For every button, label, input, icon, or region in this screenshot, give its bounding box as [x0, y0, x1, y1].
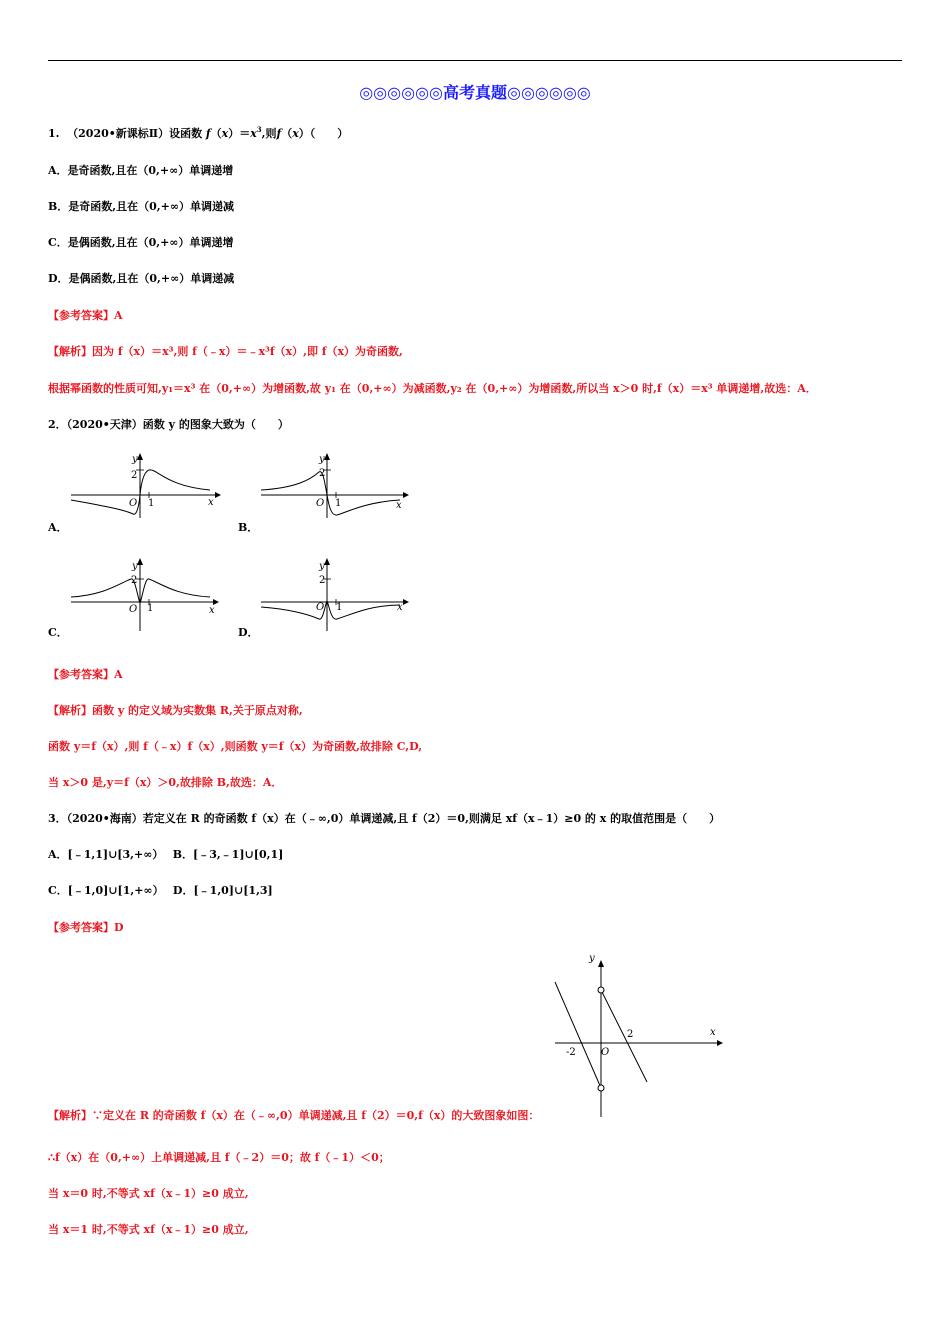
q2-graph-c [65, 555, 225, 635]
q3-graph-tick-neg2: -2 [566, 1047, 576, 1058]
q1-analysis-2: 根据幂函数的性质可知,y₁＝x³ 在（0,+∞）为增函数,故 y₁ 在（0,+∞）为减函数,y₂ 在（0,+∞）为增函数,所以当 x＞0 时,f（x）＝x³ 单调递增,故选：A． [48, 382, 817, 395]
graph-a-tick-1: 1 [148, 498, 155, 509]
q3-graph-y-label: y [589, 953, 595, 964]
graph-c-x-label: x [209, 605, 215, 616]
q1-then: ,则 [261, 127, 277, 140]
graph-d-x-label: x [397, 602, 403, 613]
graph-b-origin: O [316, 498, 325, 509]
q3-analysis-3: 当 x＝0 时,不等式 xf（x﹣1）≥0 成立, [48, 1187, 249, 1200]
q3-graph-tick-2: 2 [627, 1029, 634, 1040]
q2-graph-b [255, 450, 415, 520]
graph-a-x-label: x [208, 497, 214, 508]
graph-d-tick-1: 1 [336, 602, 343, 613]
q1-paren: （ [210, 127, 222, 140]
q1-option-c: C．是偶函数,且在（0,+∞）单调递增 [48, 236, 234, 249]
q3-analysis-1: 【解析】∵定义在 R 的奇函数 f（x）在（﹣∞,0）单调递减,且 f（2）＝0,f（x）的大致图象如图： [48, 1109, 540, 1122]
q3-graph-x-label: x [710, 1027, 716, 1038]
q3-analysis-4: 当 x＝1 时,不等式 xf（x﹣1）≥0 成立, [48, 1223, 249, 1236]
q1-paren2: （ [281, 127, 293, 140]
q2-graph-a [65, 450, 225, 520]
q3-answer: 【参考答案】D [48, 921, 124, 934]
graph-c-tick-1: 1 [147, 603, 154, 614]
graph-c-y-label: y [132, 561, 138, 572]
q1-option-a: A．是奇函数,且在（0,+∞）单调递增 [48, 164, 234, 177]
page-title: ◎◎◎◎◎◎高考真题◎◎◎◎◎◎ [359, 83, 591, 102]
q1-x-power: x [250, 127, 257, 140]
q3-options-cd: C．[﹣1,0]∪[1,+∞） D．[﹣1,0]∪[1,3] [48, 884, 273, 897]
graph-a-y-label: y [132, 454, 138, 465]
q1-option-d: D．是偶函数,且在（0,+∞）单调递减 [48, 272, 235, 285]
q1-eq: ）＝ [228, 127, 251, 140]
graph-a-tick-2: 2 [131, 470, 138, 481]
graph-d-tick-2: 2 [319, 575, 326, 586]
q2-label-c: C． [48, 626, 68, 639]
graph-c-tick-2: 2 [131, 575, 138, 586]
q1-answer: 【参考答案】A [48, 309, 123, 322]
q2-analysis-3: 当 x＞0 是,y＝f（x）＞0,故排除 B,故选：A． [48, 776, 283, 789]
q1-exponent: 3 [256, 125, 262, 134]
q3-graph [545, 945, 730, 1120]
q2-label-a: A． [48, 521, 68, 534]
q1-number: 1. [48, 127, 60, 140]
graph-d-origin: O [316, 602, 325, 613]
q3-stem: 3．（2020•海南）若定义在 R 的奇函数 f（x）在（﹣∞,0）单调递减,且 f（2）＝0,则满足 xf（x﹣1）≥0 的 x 的取值范围是（ ） [48, 812, 721, 825]
graph-b-tick-2: 2 [319, 468, 326, 479]
graph-b-tick-1: 1 [335, 498, 342, 509]
q3-options-ab: A．[﹣1,1]∪[3,+∞） B．[﹣3,﹣1]∪[0,1] [48, 848, 284, 861]
q3-graph-origin: O [601, 1047, 610, 1058]
graph-d-y-label: y [319, 561, 325, 572]
q1-f2: f [276, 127, 282, 140]
q2-analysis-1: 【解析】函数 y 的定义域为实数集 R,关于原点对称, [48, 704, 303, 717]
q2-analysis-2: 函数 y＝f（x）,则 f（﹣x）f（x）,则函数 y＝f（x）为奇函数,故排除 C,D, [48, 740, 423, 753]
q2-label-d: D． [238, 626, 259, 639]
graph-c-origin: O [129, 604, 138, 615]
q2-graph-d [255, 555, 415, 635]
q1-stem [48, 126, 348, 142]
q2-answer: 【参考答案】A [48, 668, 123, 681]
q3-analysis-2: ∴f（x）在（0,+∞）上单调递减,且 f（﹣2）＝0；故 f（﹣1）＜0； [48, 1151, 390, 1164]
q2-label-b: B． [238, 521, 259, 534]
q1-f: f [205, 127, 211, 140]
graph-b-x-label: x [396, 500, 402, 511]
q1-source: （2020•新课标Ⅱ）设函数 [67, 127, 203, 140]
q1-option-b: B．是奇函数,且在（0,+∞）单调递减 [48, 200, 234, 213]
top-rule [48, 60, 902, 61]
q1-end: ）（ ） [298, 127, 349, 140]
q1-x: x [221, 127, 229, 140]
graph-a-origin: O [129, 498, 138, 509]
graph-b-y-label: y [319, 454, 325, 465]
q1-analysis-1: 【解析】因为 f（x）＝x³,则 f（﹣x）＝﹣x³f（x）,即 f（x）为奇函数, [48, 345, 403, 358]
q2-stem: 2．（2020•天津）函数 y 的图象大致为（ ） [48, 418, 289, 431]
q1-x3: x [292, 127, 299, 140]
